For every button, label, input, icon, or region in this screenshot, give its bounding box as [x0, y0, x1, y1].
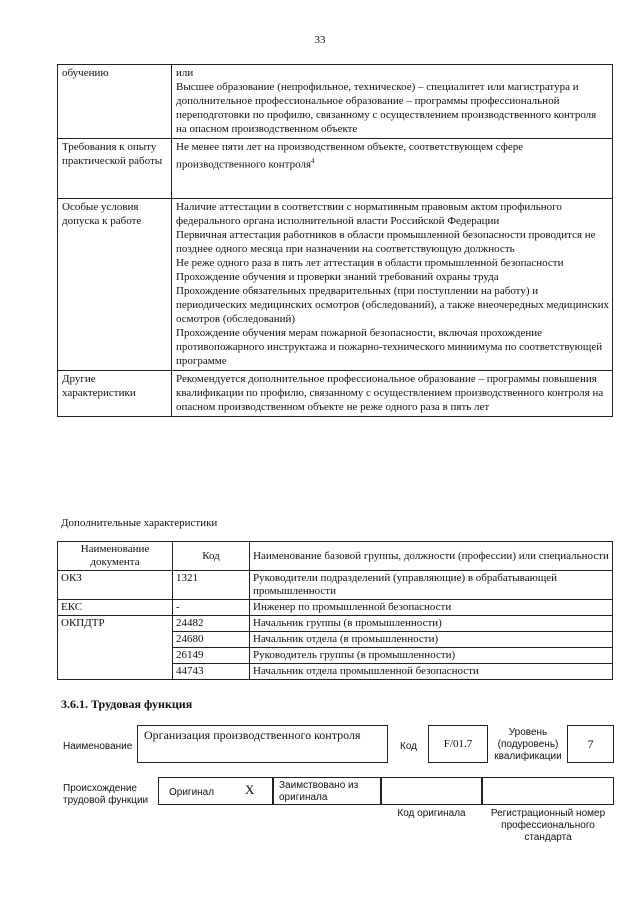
name-cell: Начальник отдела промышленной безопасности	[250, 664, 613, 680]
content-line: Не реже одного раза в пять лет аттестация в области промышленной безопасности	[176, 257, 564, 269]
content-line: Не менее пяти лет на производственном объекте, соответствующем сфере производственного контроля	[176, 141, 524, 171]
page-number: 33	[314, 34, 326, 46]
original-mark: X	[245, 782, 255, 797]
content-line: Высшее образование (непрофильное, техническое) – специалитет или магистратура и дополнительное профессиональное образование – программы профессиональной переподготовки по профилю, связанному с осуществлением производственного контроля на опасном производственном объекте	[176, 81, 597, 135]
row-content	[172, 139, 613, 199]
content-line: Наличие аттестации в соответствии с нормативным правовым актом профильного федерального органа исполнительной власти Российской Федерации	[176, 201, 562, 227]
additional-table	[57, 541, 613, 680]
doc-cell: ОКЗ	[58, 571, 173, 600]
name-cell: Руководители подразделений (управляющие) в обрабатывающей промышленности	[250, 571, 613, 600]
function-title: 3.6.1. Трудовая функция	[61, 697, 193, 711]
doc-cell: ЕКС	[58, 600, 173, 616]
table-row	[58, 139, 613, 199]
name-cell: Инженер по промышленной безопасности	[250, 600, 613, 616]
borrowed-box	[273, 777, 381, 805]
origin-label: Происхождение трудовой функции	[63, 783, 149, 806]
content-line: или	[176, 67, 194, 79]
borrowed-label: Заимствовано из оригинала	[279, 780, 359, 803]
row-label: обучению	[58, 65, 172, 139]
content-line: Прохождение обучения и проверки знаний требований охраны труда	[176, 271, 499, 283]
code-cell: 26149	[173, 648, 250, 664]
original-label: Оригинал	[169, 787, 215, 798]
table-row	[58, 616, 613, 632]
code-cell: 1321	[173, 571, 250, 600]
column-header: Наименование базовой группы, должности (профессии) или специальности	[250, 542, 613, 571]
table-row	[58, 600, 613, 616]
name-cell: Начальник группы (в промышленности)	[250, 616, 613, 632]
reg-number-label: Регистрационный номер профессионального стандарта	[490, 808, 606, 843]
name-label: Наименование	[63, 741, 133, 752]
function-name-box: Организация производственного контроля	[137, 725, 388, 763]
row-content	[172, 199, 613, 371]
content-line: Первичная аттестация работников в области промышленной безопасности проводится не позднее одного месяца при назначении на соответствующую должность	[176, 229, 596, 255]
column-header: Код	[173, 542, 250, 571]
level-label: Уровень (подуровень) квалификации	[494, 727, 562, 762]
content-line: Рекомендуется дополнительное профессиональное образование – программы повышения квалификации по профилю, связанному с осуществлением производственного контроля на опасном производственном объекте не реже одного раза в пять лет	[176, 373, 604, 413]
code-original-box	[381, 777, 482, 805]
level-value-box: 7	[567, 725, 614, 763]
table-row	[58, 571, 613, 600]
row-label: Требования к опыту практической работы	[58, 139, 172, 199]
code-cell: 44743	[173, 664, 250, 680]
name-cell: Начальник отдела (в промышленности)	[250, 632, 613, 648]
additional-caption: Дополнительные характеристики	[61, 517, 218, 529]
column-header: Наименование документа	[58, 542, 173, 571]
row-label: Другие характеристики	[58, 371, 172, 417]
code-original-label: Код оригинала	[397, 808, 466, 819]
table-row	[58, 199, 613, 371]
table-row	[58, 371, 613, 417]
content-line: Прохождение обязательных предварительных (при поступлении на работу) и периодических медицинских осмотров (обследований), а также внеочередных медицинских осмотров (обследований)	[176, 285, 609, 325]
row-content	[172, 371, 613, 417]
row-content	[172, 65, 613, 139]
name-cell: Руководитель группы (в промышленности)	[250, 648, 613, 664]
code-cell: 24482	[173, 616, 250, 632]
code-value-box: F/01.7	[428, 725, 488, 763]
code-label: Код	[400, 741, 418, 752]
code-cell: 24680	[173, 632, 250, 648]
requirements-table	[57, 64, 613, 417]
code-cell: -	[173, 600, 250, 616]
table-header-row	[58, 542, 613, 571]
original-box	[158, 777, 273, 805]
content-line: Прохождение обучения мерам пожарной безопасности, включая прохождение противопожарного инструктажа и пожарно-технического миниимума по соответствующей программе	[176, 327, 603, 367]
row-label: Особые условия допуска к работе	[58, 199, 172, 371]
table-row	[58, 65, 613, 139]
doc-cell: ОКПДТР	[58, 616, 173, 680]
reg-number-box	[482, 777, 614, 805]
footnote-mark: 4	[311, 157, 315, 165]
